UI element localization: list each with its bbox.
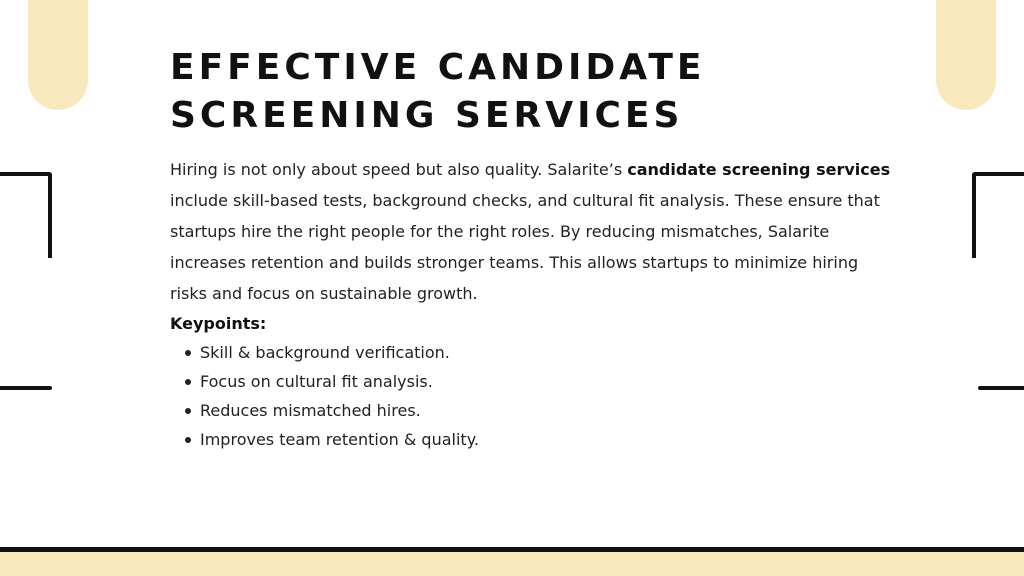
decorative-tab-left — [28, 0, 88, 110]
keypoint-item: Improves team retention & quality. — [185, 425, 479, 454]
keypoints-list — [185, 338, 479, 454]
paragraph-text-start: Hiring is not only about speed but also quality. Salarite’s — [170, 160, 628, 179]
slide-title: EFFECTIVE CANDIDATE SCREENING SERVICES — [170, 47, 706, 136]
keypoint-item: Skill & background verification. — [185, 338, 479, 367]
body-paragraph — [170, 154, 900, 309]
keypoint-item: Reduces mismatched hires. — [185, 396, 479, 425]
paragraph-bold-phrase: candidate screening services — [627, 160, 891, 179]
decorative-bracket-right — [972, 172, 1024, 258]
keypoints-heading: Keypoints: — [170, 314, 267, 333]
keypoint-item: Focus on cultural fit analysis. — [185, 367, 479, 396]
decorative-dash-right — [978, 386, 1024, 390]
decorative-tab-right — [936, 0, 996, 110]
bottom-accent-band — [0, 552, 1024, 576]
paragraph-text-end: include skill-based tests, background checks, and cultural fit analysis. These ensure that startups hire the right people for the right roles. By reducing mismatches, Salarite increases retention and builds stronger teams. This allows startups to minimize hiring risks and focus on sustainable growth. — [170, 191, 880, 303]
decorative-dash-left — [0, 386, 52, 390]
decorative-bracket-left — [0, 172, 52, 258]
